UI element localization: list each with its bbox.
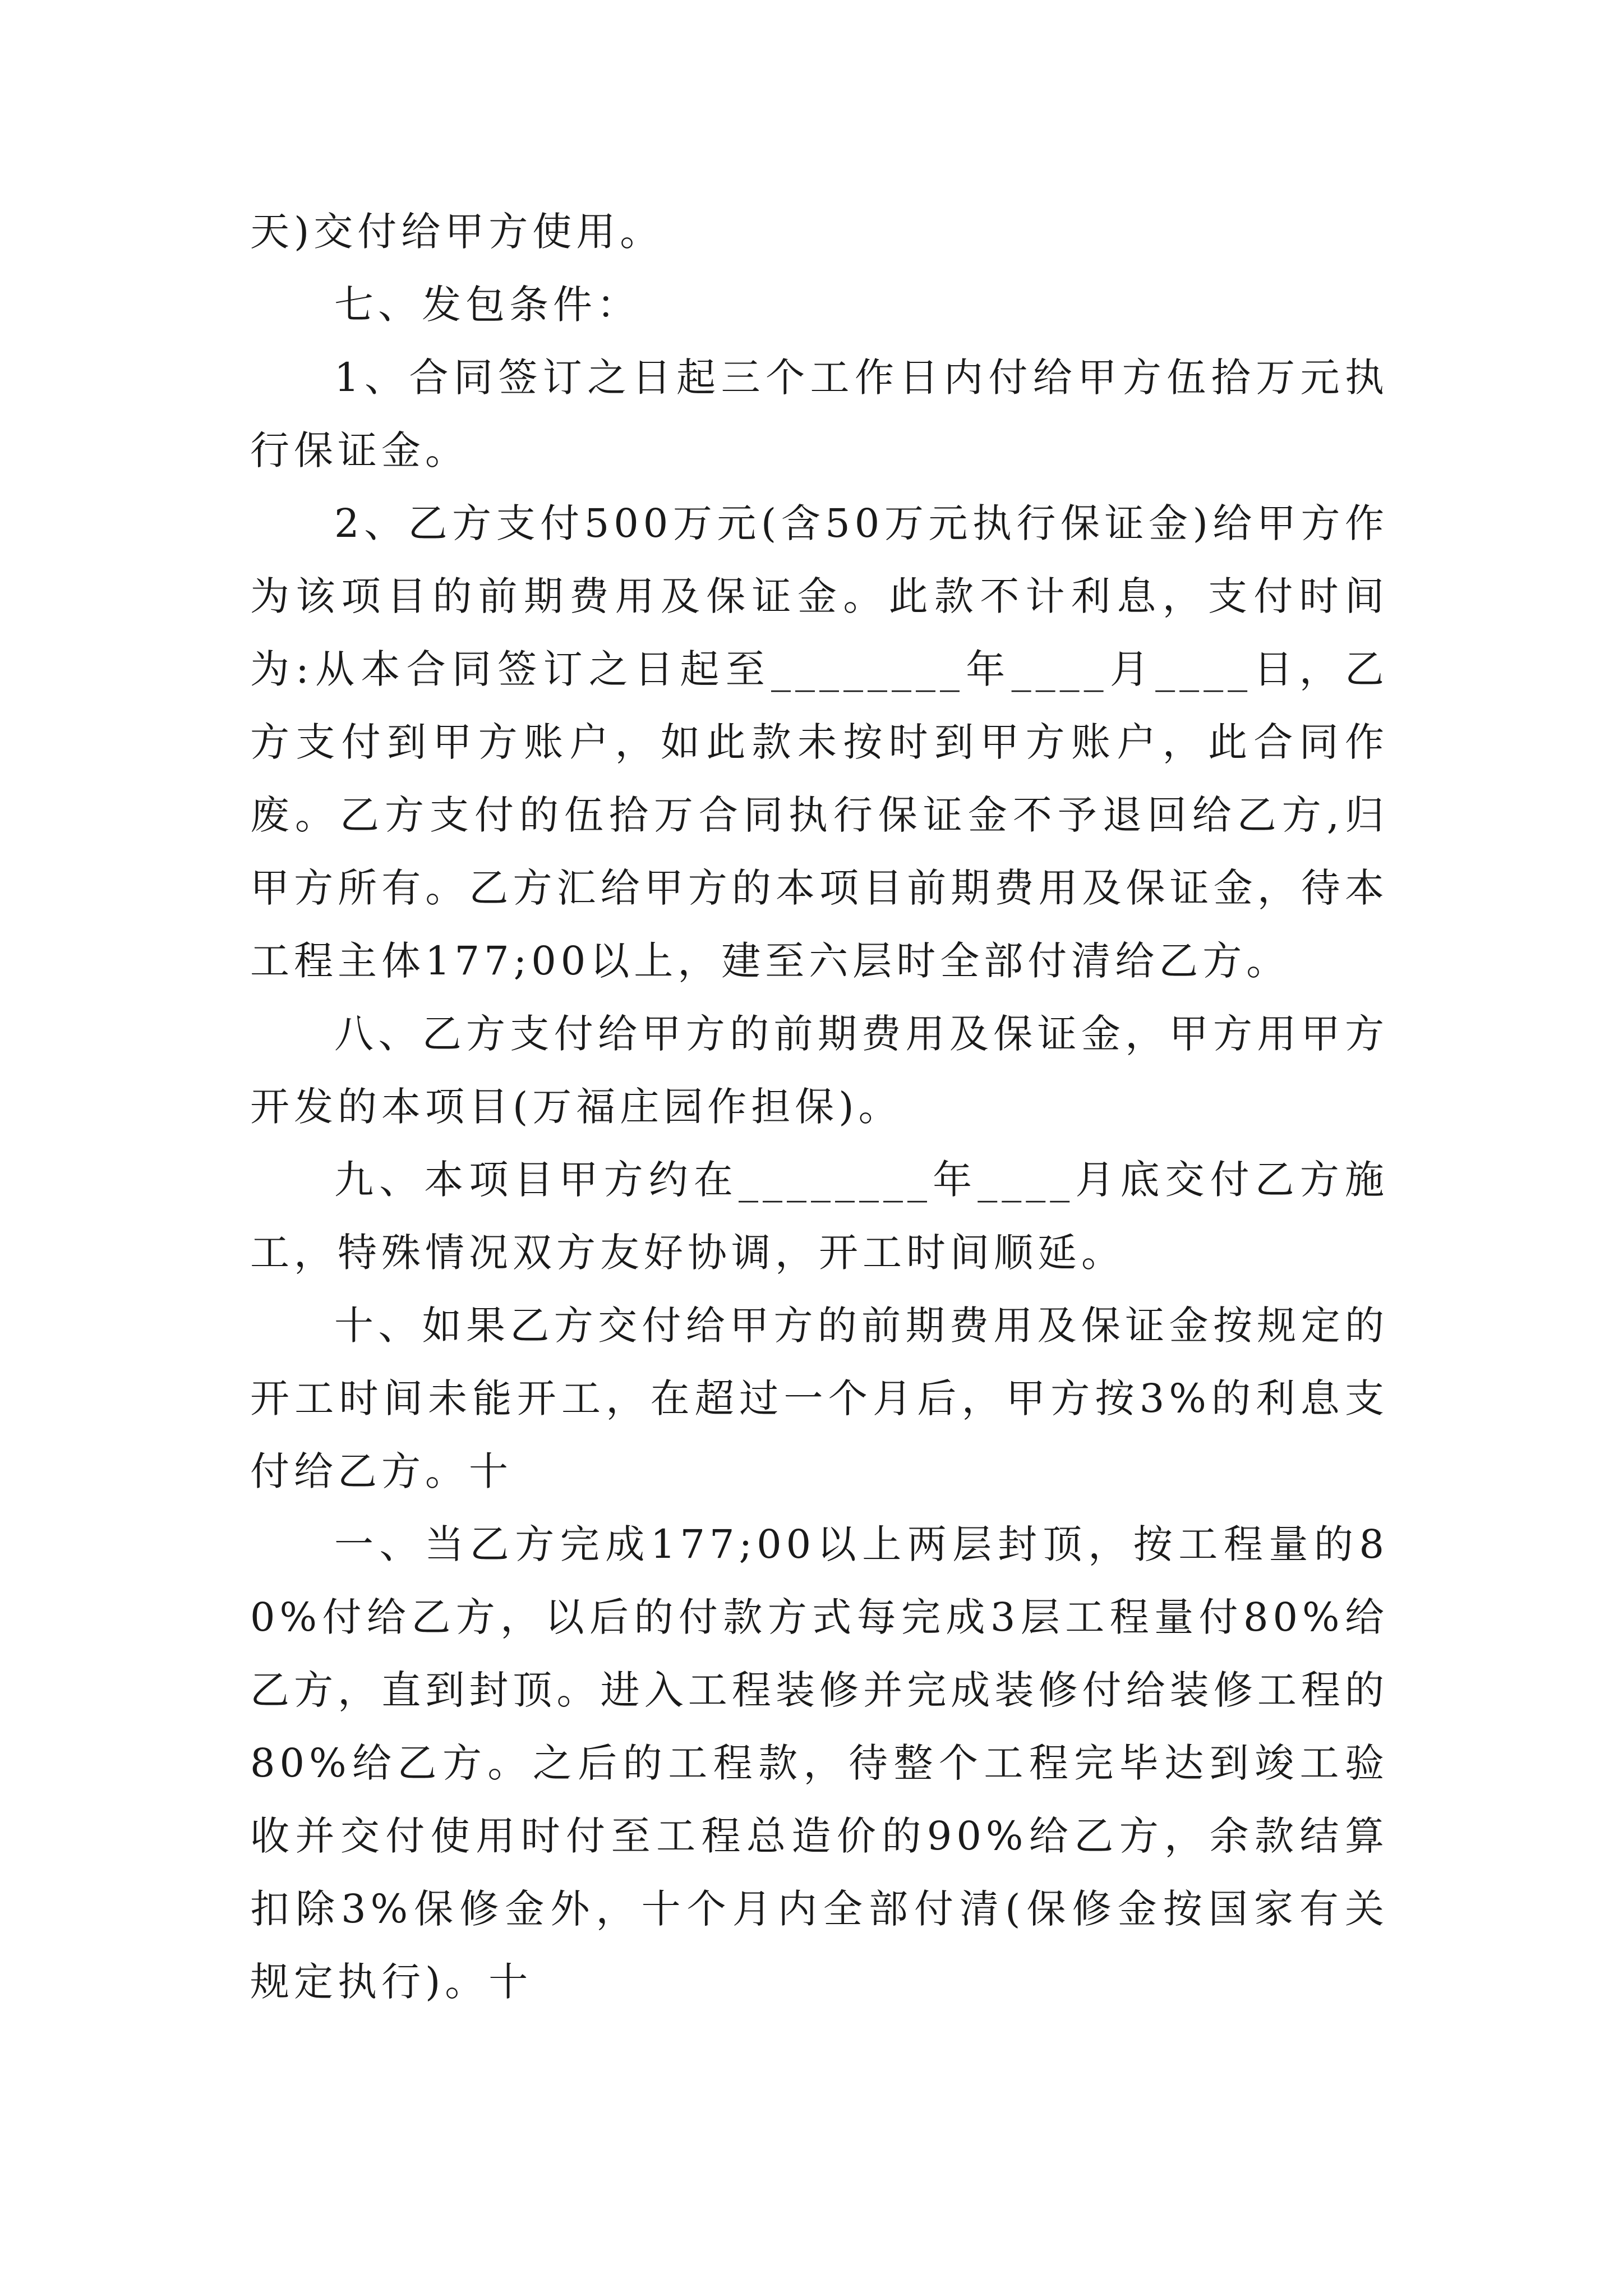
document-body xyxy=(250,195,1389,2018)
paragraph-4: 2、乙方支付500万元(含50万元执行保证金)给甲方作为该项目的前期费用及保证金。此款不计利息，支付时间为:从本合同签订之日起至________年____月____日，乙方支付到甲方账户，如此款未按时到甲方账户，此合同作废。乙方支付的伍拾万合同执行保证金不予退回给乙方,归甲方所有。乙方汇给甲方的本项目前期费用及保证金，待本工程主体177;00以上，建至六层时全部付清给乙方。 xyxy=(250,500,1389,984)
paragraph-7: 十、如果乙方交付给甲方的前期费用及保证金按规定的开工时间未能开工，在超过一个月后，甲方按3%的利息支付给乙方。十 xyxy=(250,1303,1389,1494)
paragraph-2: 七、发包条件： xyxy=(334,282,640,328)
paragraph-3: 1、合同签订之日起三个工作日内付给甲方伍拾万元执行保证金。 xyxy=(250,355,1389,473)
paragraph-8: 一、当乙方完成177;00以上两层封顶，按工程量的80%付给乙方，以后的付款方式每完成3层工程量付80%给乙方，直到封顶。进入工程装修并完成装修付给装修工程的80%给乙方。之后的工程款，待整个工程完毕达到竣工验收并交付使用时付至工程总造价的90%给乙方，余款结算扣除3%保修金外，十个月内全部付清(保修金按国家有关规定执行)。十 xyxy=(250,1521,1389,2005)
paragraph-6: 九、本项目甲方约在________年____月底交付乙方施工，特殊情况双方友好协调，开工时间顺延。 xyxy=(250,1157,1389,1276)
paragraph-1: 天)交付给甲方使用。 xyxy=(250,209,664,255)
paragraph-5: 八、乙方支付给甲方的前期费用及保证金，甲方用甲方开发的本项目(万福庄园作担保)。 xyxy=(250,1011,1389,1130)
